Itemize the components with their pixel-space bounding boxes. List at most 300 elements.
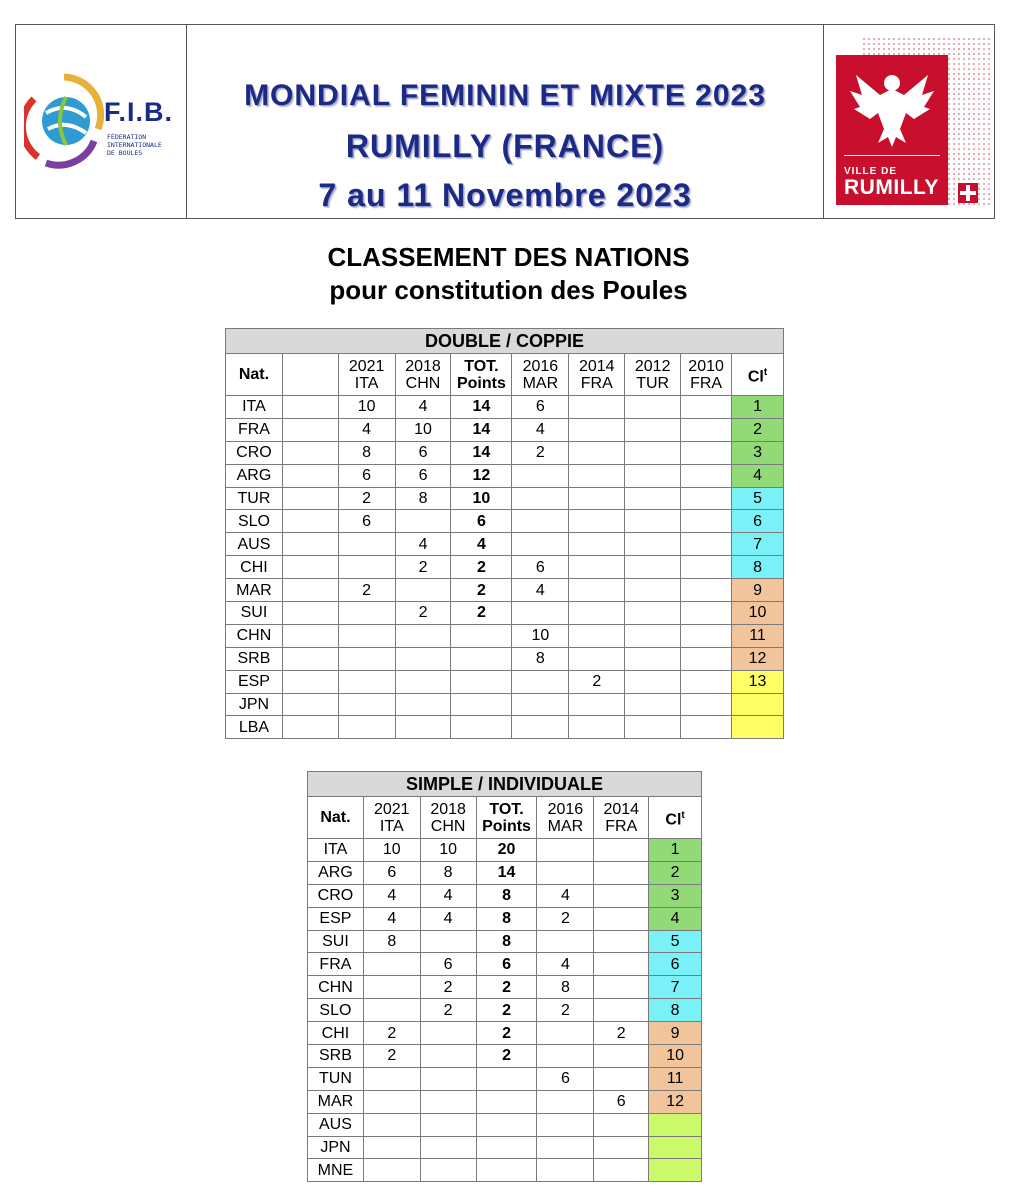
value-cell: 6 <box>537 1067 594 1090</box>
value-cell: 6 <box>395 464 451 487</box>
table-row <box>308 930 702 953</box>
value-cell: 10 <box>420 839 476 862</box>
total-cell <box>451 647 512 670</box>
value-cell <box>681 624 732 647</box>
logo-divider <box>844 155 940 156</box>
value-cell <box>363 1113 420 1136</box>
table-row <box>308 953 702 976</box>
nat-cell: JPN <box>308 1136 364 1159</box>
value-cell <box>512 693 569 716</box>
value-cell: 10 <box>363 839 420 862</box>
value-cell <box>594 930 649 953</box>
value-cell <box>338 716 395 739</box>
blank-cell <box>282 464 338 487</box>
rank-cell: 11 <box>649 1067 702 1090</box>
value-cell <box>681 533 732 556</box>
nat-cell: SLO <box>226 510 283 533</box>
nat-cell: AUS <box>308 1113 364 1136</box>
value-cell: 2 <box>395 602 451 625</box>
value-cell <box>569 441 625 464</box>
value-cell <box>681 441 732 464</box>
value-cell: 2 <box>338 579 395 602</box>
value-cell: 10 <box>395 418 451 441</box>
value-cell <box>625 602 681 625</box>
value-cell <box>569 396 625 419</box>
rank-cell: 9 <box>732 579 784 602</box>
col-header: 2021 ITA <box>338 354 395 396</box>
nat-cell: SRB <box>226 647 283 670</box>
value-cell <box>594 976 649 999</box>
total-cell: 12 <box>451 464 512 487</box>
table-row <box>308 1090 702 1113</box>
table-row <box>226 487 784 510</box>
total-cell: 2 <box>451 556 512 579</box>
value-cell <box>594 1159 649 1182</box>
value-cell: 4 <box>338 418 395 441</box>
col-header: 2014 FRA <box>569 354 625 396</box>
value-cell: 6 <box>594 1090 649 1113</box>
value-cell: 2 <box>537 999 594 1022</box>
value-cell <box>338 533 395 556</box>
eagle-icon <box>836 61 948 161</box>
table-row <box>226 396 784 419</box>
rumilly-line-2: RUMILLY <box>844 176 939 199</box>
fib-subtitle-line: INTERNATIONALE <box>107 141 162 149</box>
nat-cell: MAR <box>226 579 283 602</box>
total-cell: 2 <box>451 602 512 625</box>
nat-cell: CRO <box>226 441 283 464</box>
value-cell <box>512 510 569 533</box>
rank-cell <box>732 716 784 739</box>
total-cell <box>451 716 512 739</box>
fib-emblem-icon <box>24 71 104 171</box>
rank-cell: 4 <box>732 464 784 487</box>
col-header: 2016 MAR <box>537 797 594 839</box>
value-cell: 4 <box>363 907 420 930</box>
value-cell <box>363 1159 420 1182</box>
nat-cell: SRB <box>308 1045 364 1068</box>
value-cell: 4 <box>512 418 569 441</box>
nat-cell: TUR <box>226 487 283 510</box>
nat-cell: LBA <box>226 716 283 739</box>
nat-header: Nat. <box>226 354 283 396</box>
title-line-1: MONDIAL FEMININ ET MIXTE 2023 <box>244 79 766 112</box>
table-row <box>308 884 702 907</box>
table-row <box>226 418 784 441</box>
value-cell <box>569 716 625 739</box>
total-cell: 2 <box>476 976 537 999</box>
nat-cell: MNE <box>308 1159 364 1182</box>
blank-cell <box>282 602 338 625</box>
nat-cell: ARG <box>226 464 283 487</box>
value-cell <box>681 716 732 739</box>
table-row <box>308 1113 702 1136</box>
value-cell <box>338 693 395 716</box>
value-cell <box>681 487 732 510</box>
total-cell: 2 <box>451 579 512 602</box>
value-cell <box>594 1113 649 1136</box>
value-cell: 8 <box>363 930 420 953</box>
heading-line-2: pour constitution des Poules <box>329 275 688 305</box>
col-header: 2010 FRA <box>681 354 732 396</box>
value-cell <box>625 396 681 419</box>
fib-subtitle <box>107 133 187 157</box>
value-cell <box>594 999 649 1022</box>
rank-cell: 7 <box>649 976 702 999</box>
value-cell <box>681 396 732 419</box>
total-cell <box>476 1136 537 1159</box>
total-cell: 2 <box>476 1045 537 1068</box>
value-cell: 4 <box>512 579 569 602</box>
value-cell <box>625 533 681 556</box>
value-cell: 2 <box>420 999 476 1022</box>
value-cell <box>569 487 625 510</box>
value-cell <box>537 1136 594 1159</box>
total-cell: 8 <box>476 884 537 907</box>
value-cell <box>395 716 451 739</box>
table-row <box>308 976 702 999</box>
blank-cell <box>282 533 338 556</box>
table-row <box>308 907 702 930</box>
blank-cell <box>282 418 338 441</box>
value-cell <box>681 579 732 602</box>
nat-cell: ESP <box>308 907 364 930</box>
nat-cell: CHN <box>308 976 364 999</box>
value-cell <box>594 907 649 930</box>
blank-cell <box>282 487 338 510</box>
nat-cell: SLO <box>308 999 364 1022</box>
value-cell <box>625 670 681 693</box>
simple-ranking-table <box>307 771 702 1182</box>
nat-cell: CHI <box>308 1022 364 1045</box>
value-cell <box>537 1159 594 1182</box>
table-row <box>308 1022 702 1045</box>
rank-cell <box>649 1159 702 1182</box>
total-cell: 10 <box>451 487 512 510</box>
value-cell <box>512 487 569 510</box>
rank-cell: 1 <box>649 839 702 862</box>
value-cell <box>681 464 732 487</box>
value-cell <box>420 930 476 953</box>
value-cell <box>420 1113 476 1136</box>
blank-cell <box>282 693 338 716</box>
value-cell: 6 <box>363 861 420 884</box>
value-cell <box>569 464 625 487</box>
table-caption: SIMPLE / INDIVIDUALE <box>308 772 702 797</box>
nat-cell: FRA <box>308 953 364 976</box>
value-cell <box>569 533 625 556</box>
col-header: 2021 ITA <box>363 797 420 839</box>
value-cell: 2 <box>363 1045 420 1068</box>
value-cell <box>338 624 395 647</box>
nat-cell: CHN <box>226 624 283 647</box>
rank-cell: 1 <box>732 396 784 419</box>
rank-cell: 10 <box>732 602 784 625</box>
table-row <box>226 533 784 556</box>
total-cell <box>451 693 512 716</box>
value-cell <box>625 716 681 739</box>
value-cell: 2 <box>569 670 625 693</box>
rank-cell: 11 <box>732 624 784 647</box>
value-cell <box>338 670 395 693</box>
table-row <box>226 464 784 487</box>
fib-subtitle-line: FÉDERATION <box>107 133 147 141</box>
table-row <box>226 556 784 579</box>
value-cell <box>512 464 569 487</box>
rank-cell: 12 <box>649 1090 702 1113</box>
value-cell <box>569 556 625 579</box>
value-cell <box>363 1136 420 1159</box>
nat-cell: AUS <box>226 533 283 556</box>
nat-cell: ITA <box>226 396 283 419</box>
title-line-3: 7 au 11 Novembre 2023 <box>318 177 692 213</box>
value-cell: 8 <box>537 976 594 999</box>
table-row <box>226 693 784 716</box>
value-cell: 10 <box>338 396 395 419</box>
rank-cell: 3 <box>732 441 784 464</box>
total-cell: 20 <box>476 839 537 862</box>
table-row <box>226 624 784 647</box>
col-header: 2018 CHN <box>395 354 451 396</box>
rank-cell: 6 <box>732 510 784 533</box>
value-cell <box>420 1067 476 1090</box>
value-cell: 4 <box>395 533 451 556</box>
value-cell <box>625 693 681 716</box>
value-cell <box>569 579 625 602</box>
value-cell <box>625 624 681 647</box>
rank-cell <box>649 1113 702 1136</box>
value-cell: 4 <box>363 884 420 907</box>
table-row <box>308 999 702 1022</box>
value-cell <box>625 418 681 441</box>
rank-cell: 5 <box>732 487 784 510</box>
blank-cell <box>282 716 338 739</box>
table-caption: DOUBLE / COPPIE <box>226 329 784 354</box>
value-cell <box>395 579 451 602</box>
value-cell <box>395 670 451 693</box>
col-header: 2018 CHN <box>420 797 476 839</box>
value-cell <box>569 624 625 647</box>
fib-subtitle-line: DE BOULES <box>107 149 143 157</box>
value-cell <box>363 976 420 999</box>
value-cell <box>537 1090 594 1113</box>
value-cell <box>420 1136 476 1159</box>
rank-cell: 4 <box>649 907 702 930</box>
value-cell <box>537 1022 594 1045</box>
value-cell: 2 <box>420 976 476 999</box>
total-cell: 14 <box>451 418 512 441</box>
total-cell <box>451 624 512 647</box>
rank-cell <box>649 1136 702 1159</box>
rank-cell: 6 <box>649 953 702 976</box>
total-cell <box>451 670 512 693</box>
rank-cell: 8 <box>649 999 702 1022</box>
value-cell <box>363 953 420 976</box>
value-cell <box>625 487 681 510</box>
value-cell: 4 <box>395 396 451 419</box>
value-cell <box>512 533 569 556</box>
value-cell: 6 <box>512 396 569 419</box>
table-row <box>226 510 784 533</box>
table-row <box>226 441 784 464</box>
value-cell <box>569 647 625 670</box>
value-cell <box>363 1067 420 1090</box>
blank-cell <box>282 396 338 419</box>
value-cell: 4 <box>537 953 594 976</box>
value-cell <box>512 716 569 739</box>
table-row <box>308 1045 702 1068</box>
total-header: TOT. Points <box>476 797 537 839</box>
title-line-2: RUMILLY (FRANCE) <box>345 128 665 164</box>
table-row <box>226 647 784 670</box>
rank-cell: 8 <box>732 556 784 579</box>
total-cell: 2 <box>476 999 537 1022</box>
total-cell: 14 <box>476 861 537 884</box>
value-cell: 4 <box>420 907 476 930</box>
value-cell <box>395 624 451 647</box>
total-cell <box>476 1159 537 1182</box>
rank-cell: 13 <box>732 670 784 693</box>
value-cell <box>594 839 649 862</box>
rank-cell: 3 <box>649 884 702 907</box>
value-cell <box>338 556 395 579</box>
rank-cell: 7 <box>732 533 784 556</box>
value-cell <box>625 556 681 579</box>
col-header: 2014 FRA <box>594 797 649 839</box>
nat-cell: JPN <box>226 693 283 716</box>
value-cell <box>594 1045 649 1068</box>
blank-header <box>282 354 338 396</box>
value-cell: 2 <box>363 1022 420 1045</box>
total-cell: 6 <box>476 953 537 976</box>
value-cell <box>363 1090 420 1113</box>
value-cell: 2 <box>594 1022 649 1045</box>
fib-logo <box>16 25 187 218</box>
value-cell <box>338 647 395 670</box>
value-cell: 8 <box>338 441 395 464</box>
value-cell: 4 <box>537 884 594 907</box>
double-ranking-table <box>225 328 784 739</box>
event-title <box>188 25 822 218</box>
heading-line-1: CLASSEMENT DES NATIONS <box>327 242 690 272</box>
rank-cell: 12 <box>732 647 784 670</box>
value-cell <box>594 861 649 884</box>
rumilly-logo <box>823 25 994 218</box>
rumilly-text <box>844 166 939 199</box>
value-cell: 8 <box>420 861 476 884</box>
total-cell: 14 <box>451 441 512 464</box>
fib-wordmark: F.I.B. <box>104 97 174 127</box>
table-row <box>308 1136 702 1159</box>
total-cell <box>476 1113 537 1136</box>
table-row <box>308 1067 702 1090</box>
value-cell <box>420 1159 476 1182</box>
double-table-body <box>226 396 784 739</box>
blank-cell <box>282 647 338 670</box>
nat-cell: CRO <box>308 884 364 907</box>
rank-cell: 10 <box>649 1045 702 1068</box>
nat-cell: TUN <box>308 1067 364 1090</box>
value-cell <box>569 418 625 441</box>
table-row <box>226 602 784 625</box>
value-cell: 2 <box>537 907 594 930</box>
value-cell <box>594 1136 649 1159</box>
nat-cell: FRA <box>226 418 283 441</box>
blank-cell <box>282 624 338 647</box>
nat-cell: SUI <box>226 602 283 625</box>
rank-cell: 9 <box>649 1022 702 1045</box>
value-cell: 8 <box>395 487 451 510</box>
value-cell <box>537 839 594 862</box>
value-cell <box>338 602 395 625</box>
value-cell <box>395 693 451 716</box>
value-cell <box>569 510 625 533</box>
value-cell <box>594 884 649 907</box>
value-cell: 6 <box>395 441 451 464</box>
value-cell <box>569 693 625 716</box>
blank-cell <box>282 556 338 579</box>
value-cell <box>594 1067 649 1090</box>
value-cell <box>420 1022 476 1045</box>
total-cell <box>476 1067 537 1090</box>
nat-cell: CHI <box>226 556 283 579</box>
nat-cell: ITA <box>308 839 364 862</box>
rumilly-crest <box>836 55 948 205</box>
table-row <box>308 839 702 862</box>
total-cell: 6 <box>451 510 512 533</box>
value-cell <box>681 510 732 533</box>
col-header: 2016 MAR <box>512 354 569 396</box>
total-header: TOT. Points <box>451 354 512 396</box>
value-cell: 8 <box>512 647 569 670</box>
value-cell <box>537 1113 594 1136</box>
total-cell <box>476 1090 537 1113</box>
value-cell <box>569 602 625 625</box>
total-cell: 4 <box>451 533 512 556</box>
document-header <box>15 24 995 219</box>
value-cell <box>625 510 681 533</box>
value-cell <box>420 1090 476 1113</box>
table-row <box>226 716 784 739</box>
total-cell: 8 <box>476 907 537 930</box>
nat-header: Nat. <box>308 797 364 839</box>
value-cell <box>594 953 649 976</box>
blank-cell <box>282 510 338 533</box>
nat-cell: ARG <box>308 861 364 884</box>
value-cell <box>363 999 420 1022</box>
value-cell: 4 <box>420 884 476 907</box>
ranking-heading <box>0 241 1017 307</box>
value-cell: 6 <box>420 953 476 976</box>
total-cell: 2 <box>476 1022 537 1045</box>
nat-cell: ESP <box>226 670 283 693</box>
rank-cell: 5 <box>649 930 702 953</box>
rank-cell: 2 <box>649 861 702 884</box>
col-header: 2012 TUR <box>625 354 681 396</box>
value-cell <box>395 510 451 533</box>
rank-cell: 2 <box>732 418 784 441</box>
value-cell: 6 <box>338 464 395 487</box>
table-row <box>226 670 784 693</box>
table-row <box>308 1159 702 1182</box>
value-cell <box>681 418 732 441</box>
rumilly-line-1: VILLE DE <box>844 166 898 177</box>
blank-cell <box>282 441 338 464</box>
table-row <box>308 861 702 884</box>
value-cell <box>681 647 732 670</box>
blank-cell <box>282 670 338 693</box>
value-cell <box>681 602 732 625</box>
